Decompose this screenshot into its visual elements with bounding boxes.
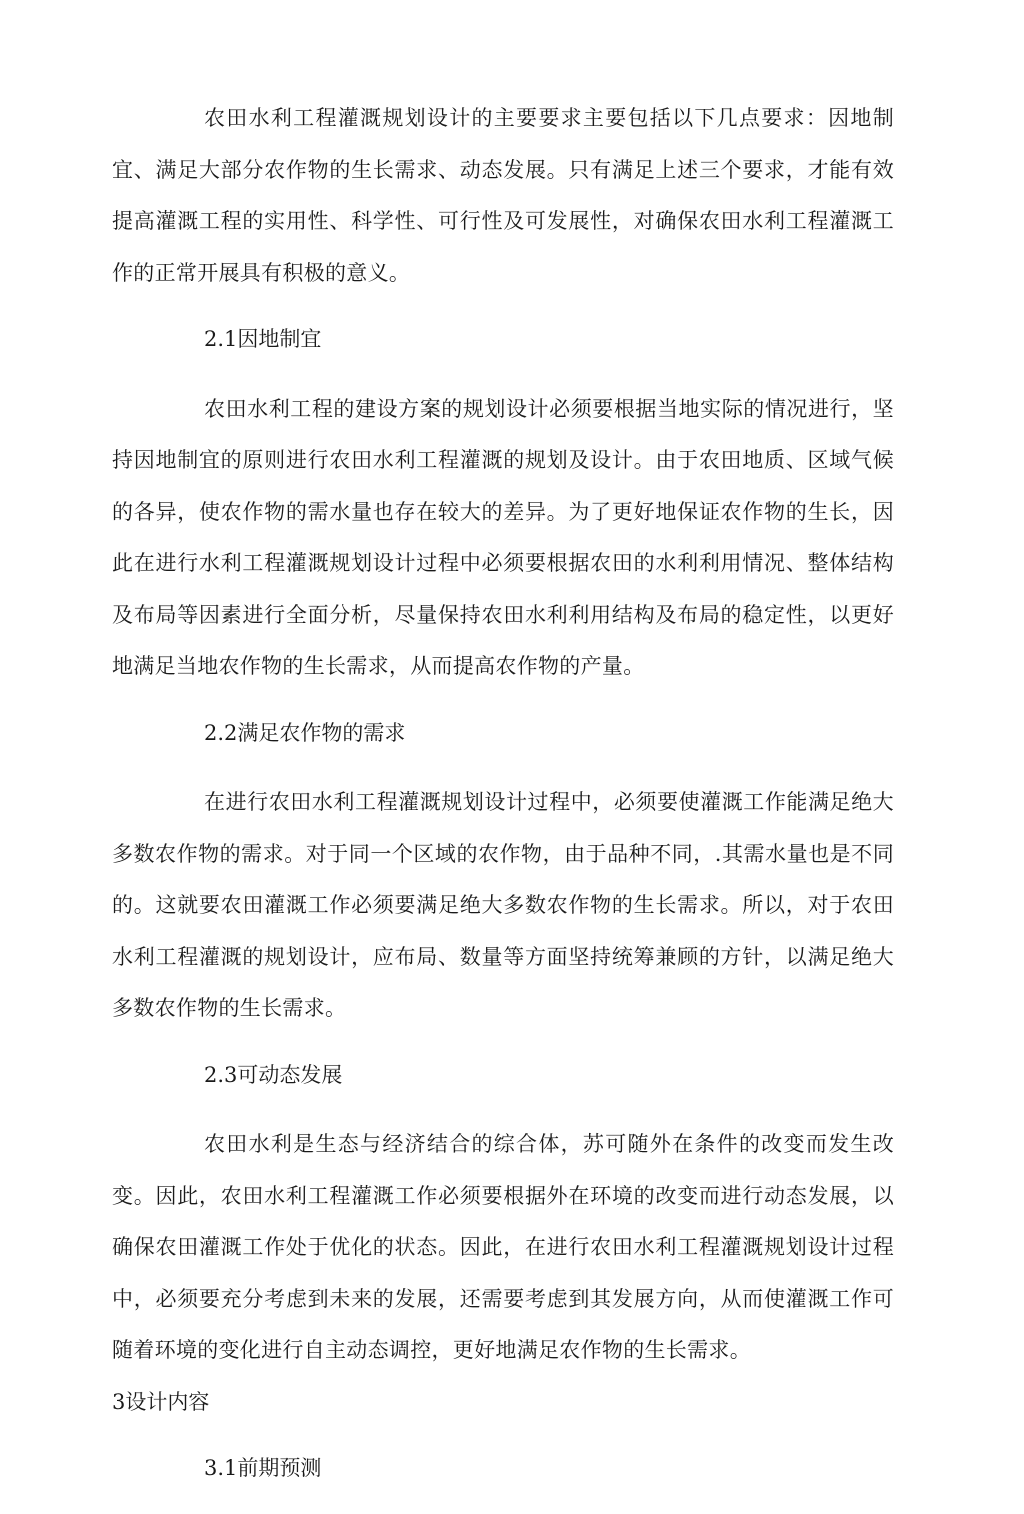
paragraph-local-conditions: 农田水利工程的建设方案的规划设计必须要根据当地实际的情况进行，坚持因地制宜的原则进行农田水利工程灌溉的规划及设计。由于农田地质、区域气候的各异，使农作物的需水量也存在较大的差异。为了更好地保证农作物的生长，因此在进行水利工程灌溉规划设计过程中必须要根据农田的水利利用情况、整体结构及布局等因素进行全面分析，尽量保持农田水利利用结构及布局的稳定性，以更好地满足当地农作物的生长需求，从而提高农作物的产量。 — [112, 396, 894, 678]
paragraph-crop-needs: 在进行农田水利工程灌溉规划设计过程中，必须要使灌溉工作能满足绝大多数农作物的需求。对于同一个区域的农作物，由于品种不同，.其需水量也是不同的。这就要农田灌溉工作必须要满足绝大多数农作物的生长需求。所以，对于农田水利工程灌溉的规划设计，应布局、数量等方面坚持统筹兼顾的方针，以满足绝大多数农作物的生长需求。 — [112, 790, 894, 1020]
section-heading-3-1: 3.1前期预测 — [204, 1456, 322, 1480]
section-heading-2-1: 2.1因地制宜 — [204, 327, 322, 351]
section-heading-2-3: 2.3可动态发展 — [204, 1062, 343, 1087]
section-heading-3: 3设计内容 — [112, 1389, 210, 1414]
paragraph-requirements-intro: 农田水利工程灌溉规划设计的主要要求主要包括以下几点要求：因地制宜、满足大部分农作物的生长需求、动态发展。只有满足上述三个要求，才能有效提高灌溉工程的实用性、科学性、可行性及可发展性，对确保农田水利工程灌溉工作的正常开展具有积极的意义。 — [112, 106, 894, 285]
section-heading-2-2: 2.2满足农作物的需求 — [204, 720, 406, 745]
paragraph-dynamic-development: 农田水利是生态与经济结合的综合体，苏可随外在条件的改变而发生改变。因此，农田水利工程灌溉工作必须要根据外在环境的改变而进行动态发展，以确保农田灌溉工作处于优化的状态。因此，在进行农田水利工程灌溉规划设计过程中，必须要充分考虑到未来的发展，还需要考虑到其发展方向，从而使灌溉工作可随着环境的变化进行自主动态调控，更好地满足农作物的生长需求。 — [112, 1132, 894, 1362]
